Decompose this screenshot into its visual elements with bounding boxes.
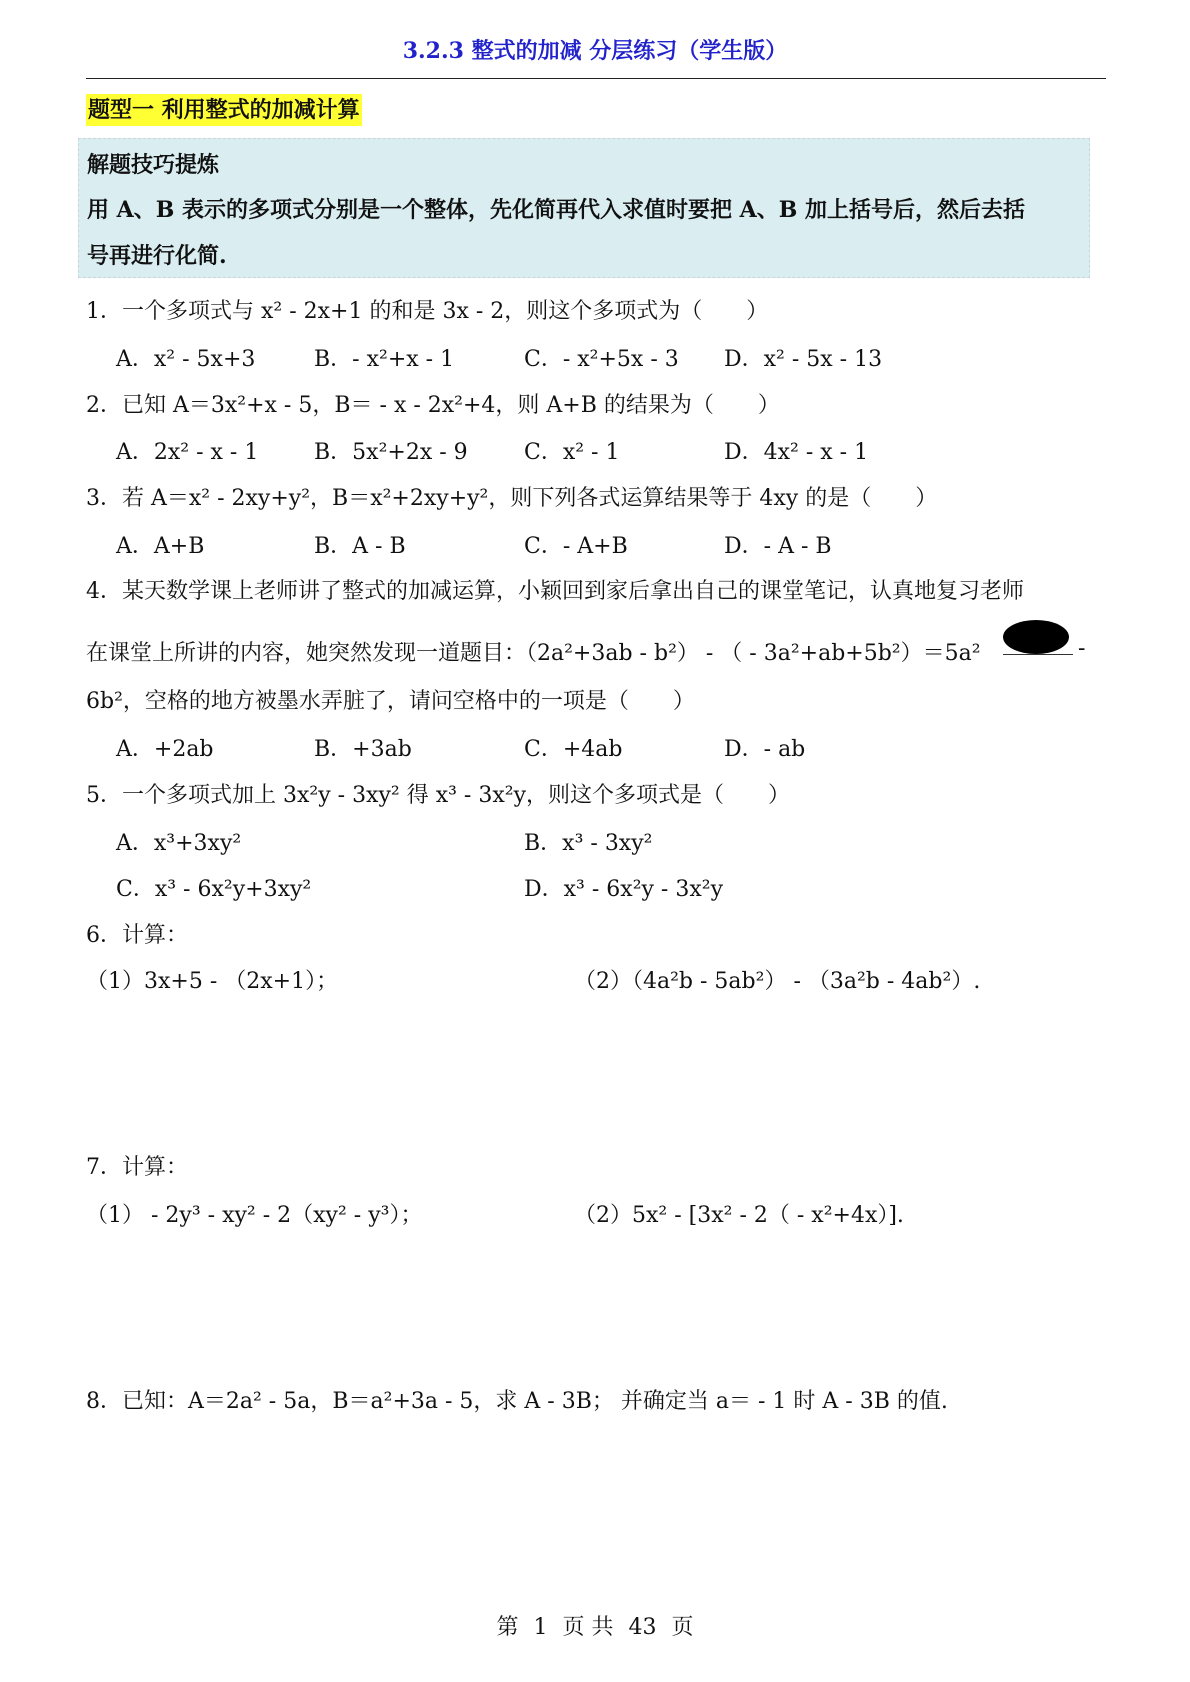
question-5-option-b: B．x³ - 3xy² xyxy=(524,831,653,856)
question-8-stem: 8．已知：A＝2a² - 5a，B＝a²+3a - 5，求 A - 3B； 并确定当 a＝ - 1 时 A - 3B 的值. xyxy=(86,1389,948,1414)
question-6-stem: 6．计算： xyxy=(86,923,188,948)
footer-suffix: 页 xyxy=(671,1615,694,1640)
page-title: 3.2.3 整式的加减 分层练习（学生版） xyxy=(402,38,788,64)
question-4-stem-line-2-tail: - xyxy=(1078,636,1086,661)
question-4-stem-line-1: 4．某天数学课上老师讲了整式的加减运算，小颖回到家后拿出自己的课堂笔记，认真地复习老师 xyxy=(86,579,1025,604)
question-2-option-d: D．4x² - x - 1 xyxy=(724,440,869,465)
ink-blot xyxy=(1003,620,1069,654)
question-7-part-1: （1） - 2y³ - xy² - 2（xy² - y³）； xyxy=(86,1203,423,1228)
question-4-stem-line-3: 6b²，空格的地方被墨水弄脏了，请问空格中的一项是（ ） xyxy=(86,689,695,714)
footer-prefix: 第 xyxy=(496,1615,519,1640)
question-1-stem: 1．一个多项式与 x² - 2x+1 的和是 3x - 2，则这个多项式为（ ） xyxy=(86,299,769,324)
question-4-option-b: B．+3ab xyxy=(314,737,412,762)
question-2-stem: 2．已知 A＝3x²+x - 5，B＝ - x - 2x²+4，则 A+B 的结果为（ ） xyxy=(86,393,780,418)
tip-body-line-2: 号再进行化简. xyxy=(87,243,227,269)
question-1-option-a: A．x² - 5x+3 xyxy=(116,347,256,372)
question-4-option-d: D．- ab xyxy=(724,737,806,762)
question-3-option-d: D．- A - B xyxy=(724,534,832,559)
question-5-stem: 5．一个多项式加上 3x²y - 3xy² 得 x³ - 3x²y，则这个多项式是（ ） xyxy=(86,783,791,808)
footer-mid: 页 共 xyxy=(562,1615,614,1640)
question-4-stem-line-2: 在课堂上所讲的内容，她突然发现一道题目：（2a²+3ab - b²） - （ - 3a²+ab+5b²）＝5a² xyxy=(86,641,981,666)
footer-page-number: 1 xyxy=(533,1615,548,1640)
question-2-option-b: B．5x²+2x - 9 xyxy=(314,440,468,465)
question-5-option-c: C．x³ - 6x²y+3xy² xyxy=(116,877,312,902)
question-5-option-a: A．x³+3xy² xyxy=(116,831,242,856)
question-6-part-1: （1）3x+5 - （2x+1）； xyxy=(86,969,339,994)
question-1-option-b: B．- x²+x - 1 xyxy=(314,347,455,372)
tip-title: 解题技巧提炼 xyxy=(87,152,220,178)
question-3-stem: 3．若 A＝x² - 2xy+y²，B＝x²+2xy+y²，则下列各式运算结果等于 4xy 的是（ ） xyxy=(86,486,938,511)
question-3-option-a: A．A+B xyxy=(116,534,205,559)
question-3-option-c: C．- A+B xyxy=(524,534,628,559)
section-heading: 题型一 利用整式的加减计算 xyxy=(86,94,362,126)
question-7-part-2: （2）5x² - [3x² - 2（ - x²+4x）]. xyxy=(574,1203,904,1228)
question-1-option-c: C．- x²+5x - 3 xyxy=(524,347,679,372)
question-3-option-b: B．A - B xyxy=(314,534,406,559)
question-7-stem: 7．计算： xyxy=(86,1155,188,1180)
tip-box xyxy=(78,138,1090,278)
question-2-option-a: A．2x² - x - 1 xyxy=(116,440,259,465)
question-1-option-d: D．x² - 5x - 13 xyxy=(724,347,883,372)
tip-body-line-1: 用 A、B 表示的多项式分别是一个整体，先化简再代入求值时要把 A、B 加上括号后，然后去括 xyxy=(87,197,1025,223)
question-2-option-c: C．x² - 1 xyxy=(524,440,620,465)
question-6-part-2: （2）（4a²b - 5ab²） - （3a²b - 4ab²）. xyxy=(574,969,981,994)
footer-total-pages: 43 xyxy=(628,1615,657,1640)
blank-underline xyxy=(1003,654,1073,655)
question-4-option-c: C．+4ab xyxy=(524,737,623,762)
page-footer xyxy=(0,1610,1190,1641)
question-5-option-d: D．x³ - 6x²y - 3x²y xyxy=(524,877,724,902)
question-4-option-a: A．+2ab xyxy=(116,737,214,762)
title-divider xyxy=(86,78,1106,79)
